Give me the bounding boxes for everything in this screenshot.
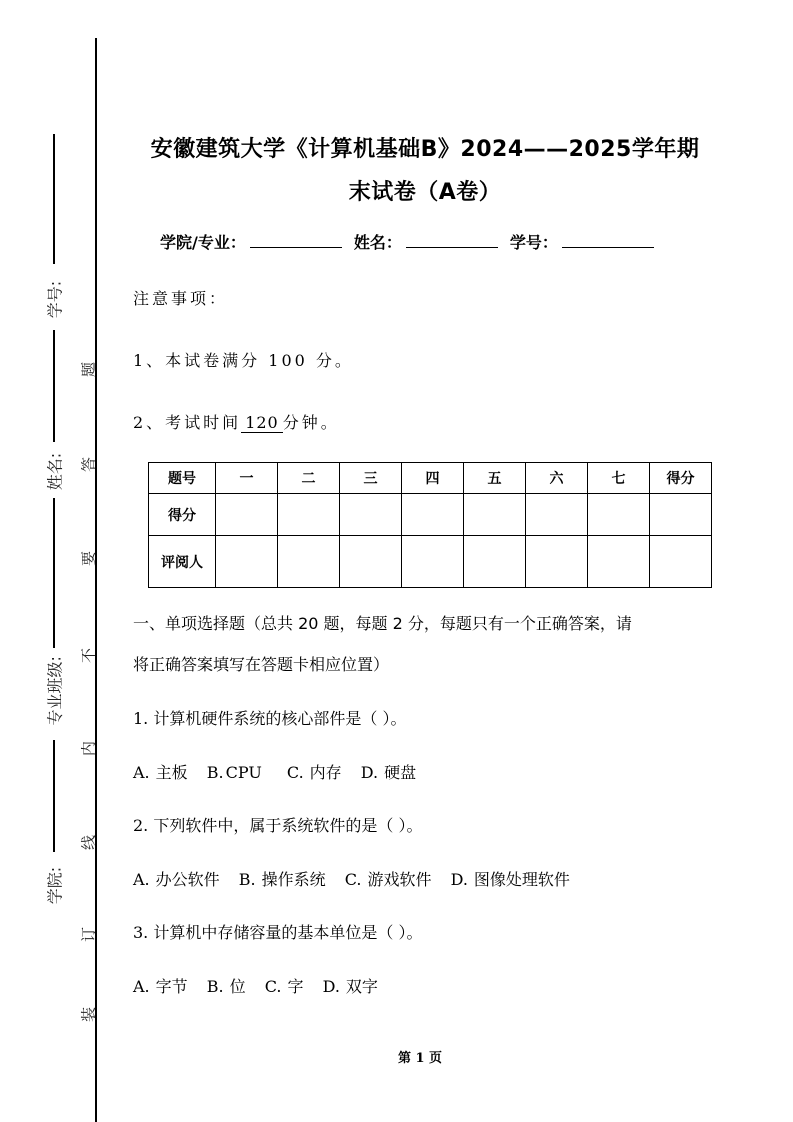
header-cell: 一 (216, 463, 278, 494)
question-number: 2. (133, 816, 149, 835)
score-cell[interactable] (278, 494, 340, 536)
header-cell: 七 (588, 463, 650, 494)
question-2-options (133, 867, 584, 890)
header-cell: 五 (464, 463, 526, 494)
section-instructions-line2: 将正确答案填写在答题卡相应位置） (133, 655, 390, 674)
option-c: C. 字 (264, 977, 304, 996)
score-cell[interactable] (340, 494, 402, 536)
reviewer-row (149, 536, 712, 588)
option-a: A. 字节 (133, 977, 188, 996)
option-b: B. 操作系统 (238, 870, 326, 889)
question-3-options (133, 974, 392, 997)
option-a: A. 主板 (133, 763, 188, 782)
gutter-label-college: 学院: (45, 866, 65, 905)
student-id-label: 学号： (509, 233, 558, 252)
reviewer-cell[interactable] (340, 536, 402, 588)
question-number: 3. (133, 923, 149, 942)
gutter-label-class: 专业班级: (45, 656, 65, 726)
reviewer-cell[interactable] (278, 536, 340, 588)
score-table (148, 462, 712, 588)
option-d: D. 双字 (322, 977, 378, 996)
exam-title: 安徽建筑大学《计算机基础B》2024——2025学年期 (150, 137, 700, 162)
seal-char: 要 (79, 551, 98, 567)
reviewer-cell[interactable] (402, 536, 464, 588)
header-cell: 四 (402, 463, 464, 494)
gutter-line (53, 330, 55, 442)
score-cell[interactable] (588, 494, 650, 536)
exam-title-line2: 末试卷（A卷） (348, 180, 502, 205)
gutter-line (53, 498, 55, 648)
score-cell[interactable] (526, 494, 588, 536)
row-label: 得分 (149, 494, 216, 536)
seal-char: 不 (79, 648, 98, 664)
reviewer-cell[interactable] (216, 536, 278, 588)
gutter-label-student-id: 学号: (45, 280, 65, 319)
question-3 (133, 920, 422, 943)
gutter-label-name: 姓名: (45, 452, 65, 491)
question-text: 计算机硬件系统的核心部件是（ ）。 (153, 709, 407, 728)
seal-char: 内 (79, 741, 98, 757)
section-instructions-line1: 一、单项选择题（总共 20 题，每题 2 分，每题只有一个正确答案，请 (133, 614, 632, 633)
seal-char: 题 (79, 362, 98, 378)
note-item-2-prefix: 2、考试时间 (133, 413, 242, 432)
header-cell: 题号 (149, 463, 216, 494)
reviewer-cell[interactable] (526, 536, 588, 588)
seal-char: 线 (79, 835, 98, 851)
student-id-field[interactable] (562, 231, 654, 248)
college-major-label: 学院/专业： (160, 233, 246, 252)
page-number: 第 1 页 (397, 1051, 443, 1066)
notes-heading: 注意事项： (133, 289, 229, 308)
gutter-line (53, 134, 55, 264)
question-1-options (133, 760, 430, 783)
binding-border-line (95, 38, 97, 1122)
score-table-header-row (149, 463, 712, 494)
option-b: B. 位 (206, 977, 246, 996)
seal-char: 订 (79, 927, 98, 943)
score-cell[interactable] (650, 494, 712, 536)
option-c: C. 游戏软件 (344, 870, 432, 889)
question-text: 计算机中存储容量的基本单位是（ ）。 (153, 923, 423, 942)
score-cell[interactable] (216, 494, 278, 536)
header-cell: 三 (340, 463, 402, 494)
option-c: C. 内存 (286, 763, 342, 782)
reviewer-cell[interactable] (650, 536, 712, 588)
note-item-2 (133, 410, 340, 433)
note-item-2-suffix: 分钟。 (282, 413, 340, 432)
question-number: 1. (133, 709, 149, 728)
seal-char: 装 (79, 1007, 98, 1023)
seal-char: 答 (79, 457, 98, 473)
score-cell[interactable] (402, 494, 464, 536)
note-item-1: 1、本试卷满分 100 分。 (133, 351, 354, 370)
option-d: D. 硬盘 (360, 763, 417, 782)
header-cell: 六 (526, 463, 588, 494)
exam-duration-value: 120 (241, 413, 283, 433)
option-b: B. CPU (206, 763, 262, 782)
row-label: 评阅人 (149, 536, 216, 588)
college-major-field[interactable] (250, 231, 342, 248)
option-a: A. 办公软件 (133, 870, 220, 889)
name-label: 姓名： (353, 233, 402, 252)
question-2 (133, 813, 422, 836)
name-field[interactable] (406, 231, 498, 248)
question-text: 下列软件中，属于系统软件的是（ ）。 (153, 816, 423, 835)
student-info-row (160, 230, 666, 253)
reviewer-cell[interactable] (588, 536, 650, 588)
option-d: D. 图像处理软件 (450, 870, 570, 889)
gutter-line (53, 740, 55, 852)
score-cell[interactable] (464, 494, 526, 536)
question-1 (133, 706, 406, 729)
score-row (149, 494, 712, 536)
header-cell: 得分 (650, 463, 712, 494)
reviewer-cell[interactable] (464, 536, 526, 588)
header-cell: 二 (278, 463, 340, 494)
